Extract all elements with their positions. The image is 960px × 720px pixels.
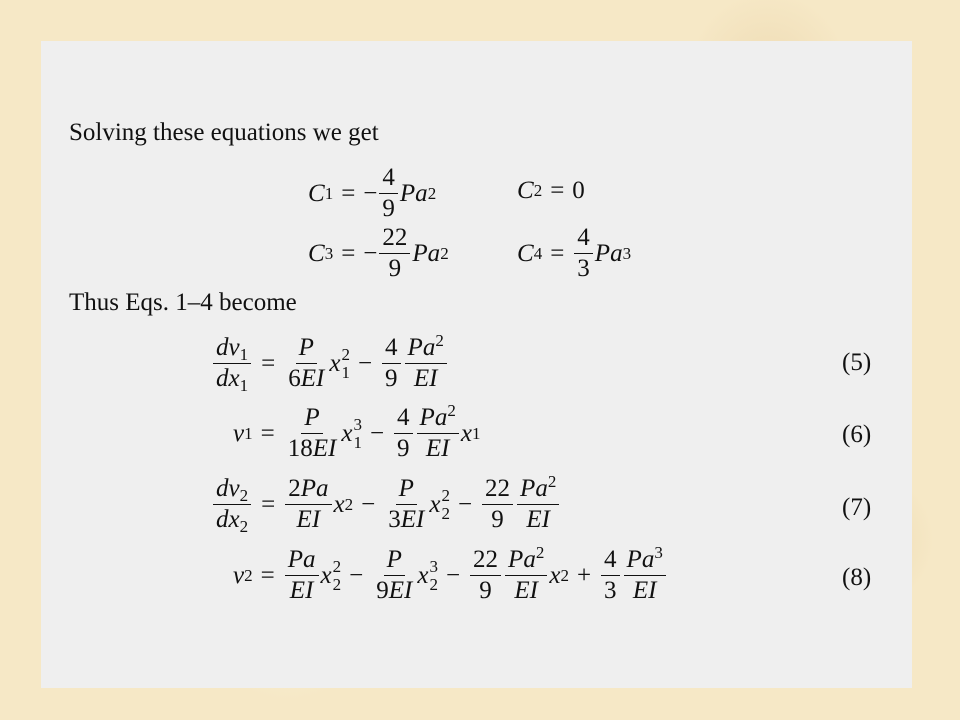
c1-symbol: C bbox=[308, 180, 325, 208]
equation-number-6: (6) bbox=[842, 421, 872, 448]
equation-8: v 2 = $\frac{Pa}{EI}$ x 2 2 − $\frac{P}{9EI}$ x 3 2 − $\frac{22}{9}$ $\frac{Pa^2}{EI}$ x 2 + $\frac{4}{3}$ $\frac{Pa^3}{EI}$ bbox=[233, 547, 668, 605]
c4-fraction: $\frac{4}{3}$ bbox=[574, 225, 593, 283]
equation-5: $\frac{dv_1}{dx_1}$ = $\frac{P}{6EI}$ x 2 1 − $\frac{4}{9}$ $\frac{Pa^2}{EI}$ bbox=[211, 335, 449, 393]
equation-number-5: (5) bbox=[842, 349, 872, 376]
constant-c4: C 4 = $\frac{4}{3}$ Pa 3 bbox=[517, 224, 632, 283]
constant-c2: C 2 = 0 bbox=[517, 177, 585, 204]
intro-text: Solving these equations we get bbox=[69, 119, 379, 146]
equation-number-7: (7) bbox=[842, 494, 872, 521]
c3-fraction: $\frac{22}{9}$ bbox=[379, 225, 410, 283]
equation-6: v 1 = $\frac{P}{18EI}$ x 3 1 − $\frac{4}{9}$ $\frac{Pa^2}{EI}$ x 1 bbox=[233, 401, 481, 463]
c1-fraction: $\frac{4}{9}$ bbox=[379, 165, 398, 223]
equation-7: $\frac{dv_2}{dx_2}$ = $\frac{2Pa}{EI}$ x 2 − $\frac{P}{3EI}$ x 2 2 − $\frac{22}{9}$ $\frac{Pa^2}{EI}$ bbox=[211, 476, 561, 534]
equation-number-8: (8) bbox=[842, 564, 872, 591]
c2-value: 0 bbox=[572, 177, 585, 204]
constant-c3: C 3 = − $\frac{22}{9}$ Pa 2 bbox=[308, 224, 449, 283]
constant-c1: C 1 = − $\frac{4}{9}$ Pa 2 bbox=[308, 164, 437, 223]
thus-text: Thus Eqs. 1–4 become bbox=[69, 289, 297, 316]
